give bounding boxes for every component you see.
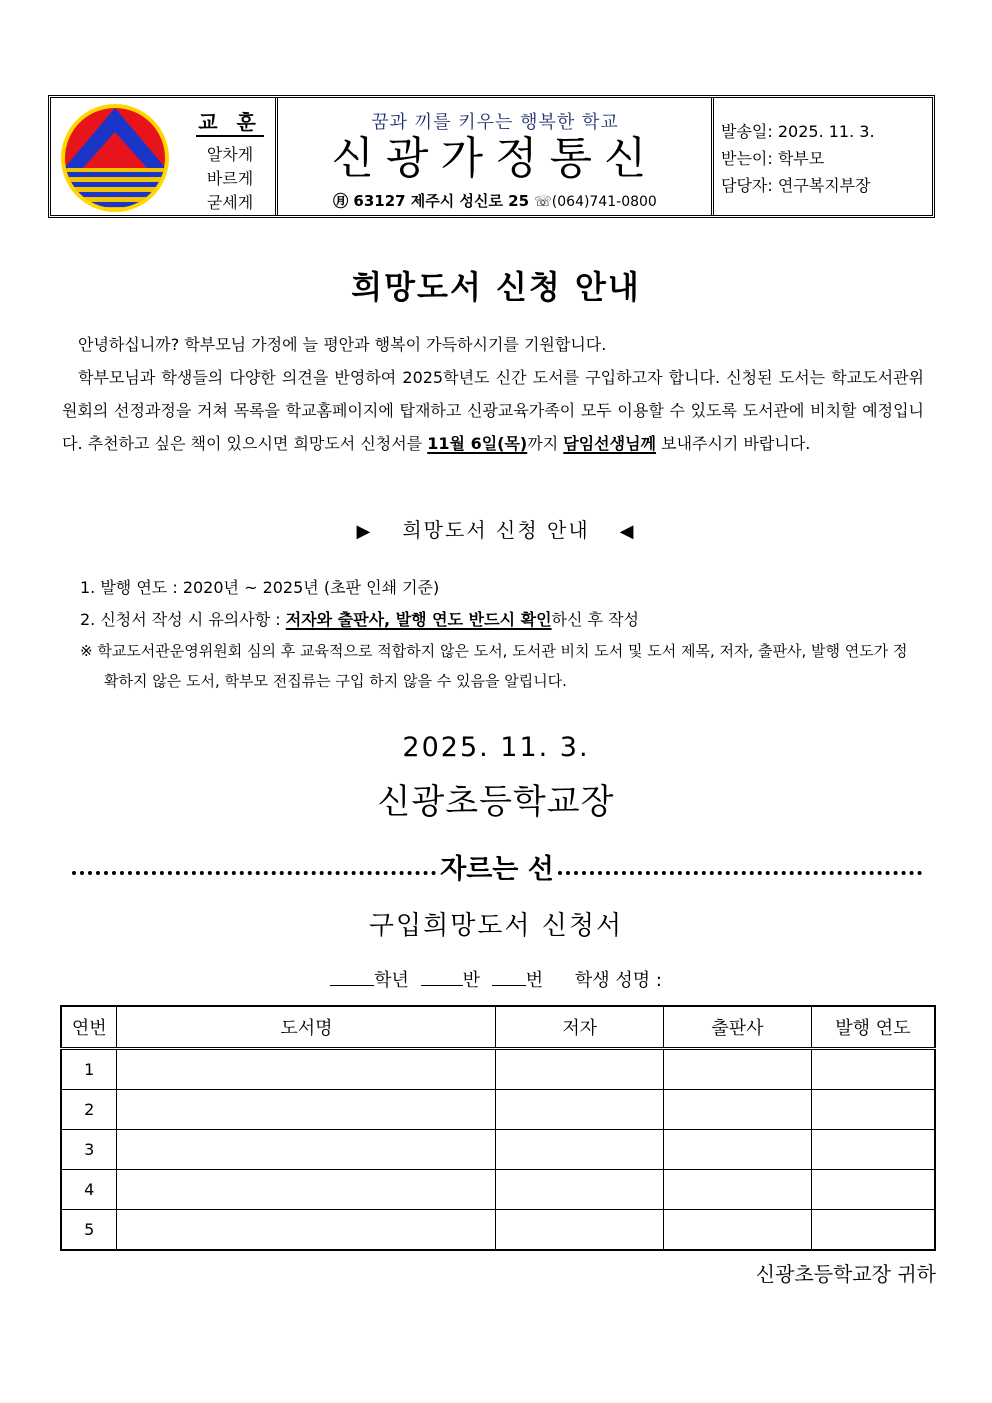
school-address	[279, 190, 711, 211]
header-publisher: 출판사	[664, 1006, 812, 1049]
guidelines-list	[80, 572, 920, 696]
greeting-paragraph: 안녕하십니까? 학부모님 가정에 늘 평안과 행복이 가득하시기를 기원합니다.	[78, 335, 607, 354]
book-title-cell[interactable]	[117, 1210, 496, 1251]
address-text: ㊊ 63127 제주시 성신로 25	[333, 192, 530, 210]
header-author: 저자	[496, 1006, 664, 1049]
principal-signature: 신광초등학교장	[377, 782, 615, 822]
form-title: 구입희망도서 신청서	[368, 911, 624, 941]
author-cell[interactable]	[496, 1170, 664, 1210]
right-triangle-icon: ▶	[356, 521, 373, 542]
sent-date: 발송일: 2025. 11. 3.	[721, 122, 875, 141]
header-title: 도서명	[117, 1006, 496, 1049]
book-title-cell[interactable]	[117, 1130, 496, 1170]
school-slogan: 꿈과 끼를 키우는 행복한 학교	[371, 112, 619, 133]
author-cell[interactable]	[496, 1210, 664, 1251]
author-cell[interactable]	[496, 1090, 664, 1130]
year-cell[interactable]	[811, 1090, 935, 1130]
publisher-cell[interactable]	[664, 1210, 812, 1251]
newsletter-meta	[721, 118, 875, 199]
publisher-cell[interactable]	[664, 1170, 812, 1210]
item2-emphasis: 저자와 출판사, 발행 연도 반드시 확인	[285, 610, 552, 629]
closing-text: 보내주시기 바랍니다.	[661, 434, 811, 453]
header-index: 연번	[61, 1006, 117, 1049]
page-title: 희망도서 신청 안내	[351, 268, 641, 306]
table-row	[61, 1210, 935, 1251]
section-title: 희망도서 신청 안내	[402, 518, 590, 542]
row-number: 4	[61, 1170, 117, 1210]
header-divider-left	[275, 98, 278, 215]
grade-input[interactable]	[330, 967, 374, 986]
publisher-cell[interactable]	[664, 1130, 812, 1170]
newsletter-header	[48, 95, 935, 218]
recipient: 받는이: 학부모	[721, 149, 825, 168]
school-motto	[185, 106, 275, 215]
motto-line-2: 바르게	[206, 169, 254, 188]
header-divider-right	[711, 98, 714, 215]
phone-number: ☏(064)741-0800	[534, 194, 657, 210]
section-heading	[0, 514, 992, 543]
book-title-cell[interactable]	[117, 1090, 496, 1130]
name-label: 학생 성명 :	[574, 970, 662, 991]
list-item: 1. 발행 연도 : 2020년 ~ 2025년 (초판 인쇄 기준)	[80, 578, 440, 597]
class-input[interactable]	[421, 967, 463, 986]
table-header-row	[61, 1006, 935, 1049]
contact-person: 담당자: 연구복지부장	[721, 176, 871, 195]
newsletter-title: 신광가정통신	[331, 133, 659, 184]
motto-line-1: 알차게	[206, 145, 254, 164]
author-cell[interactable]	[496, 1049, 664, 1090]
year-cell[interactable]	[811, 1049, 935, 1090]
row-number: 5	[61, 1210, 117, 1251]
author-cell[interactable]	[496, 1130, 664, 1170]
school-logo	[59, 102, 171, 214]
number-input[interactable]	[492, 967, 526, 986]
publisher-cell[interactable]	[664, 1090, 812, 1130]
request-text: 학부모님과 학생들의 다양한 의견을 반영하여 2025학년도 신간 도서를 구입하고자 합니다. 신청된 도서는 학교도서관위원회의 선정과정을 거쳐 목록을 학교홈페이지에 탑재하고 신광교육가족이 모두 이용할 수 있도록 도서관에 비치할 예정입니다. 추천하고 싶은 책이 있으시면 희망도서 신청서를	[62, 368, 924, 453]
year-cell[interactable]	[811, 1210, 935, 1251]
cut-line	[72, 846, 922, 886]
book-title-cell[interactable]	[117, 1049, 496, 1090]
table-row	[61, 1090, 935, 1130]
motto-line-3: 굳세게	[206, 193, 254, 212]
submit-to: 담임선생님께	[563, 434, 657, 453]
addressee: 신광초등학교장 귀하	[755, 1262, 936, 1286]
cut-line-label: 자르는 선	[440, 853, 554, 885]
book-request-table	[60, 1005, 936, 1251]
class-label: 반	[462, 970, 480, 991]
year-cell[interactable]	[811, 1130, 935, 1170]
item2-prefix: 2. 신청서 작성 시 유의사항 :	[80, 610, 281, 629]
row-number: 2	[61, 1090, 117, 1130]
deadline-suffix: 까지	[527, 434, 559, 453]
grade-label: 학년	[374, 970, 409, 991]
motto-title: 교 훈	[196, 106, 264, 137]
left-triangle-icon: ◀	[619, 521, 636, 542]
table-row	[61, 1049, 935, 1090]
deadline-date: 11월 6일(목)	[427, 434, 528, 453]
row-number: 3	[61, 1130, 117, 1170]
issue-date: 2025. 11. 3.	[402, 732, 590, 763]
book-title-cell[interactable]	[117, 1170, 496, 1210]
table-row	[61, 1170, 935, 1210]
notice-note: ※ 학교도서관운영위원회 심의 후 교육적으로 적합하지 않은 도서, 도서관 비치 도서 및 도서 제목, 저자, 출판사, 발행 연도가 정확하지 않은 도서, 학부모 전집류는 구입 하지 않을 수 있음을 알립니다.	[80, 642, 908, 690]
masthead	[279, 98, 711, 211]
student-info-fields	[0, 966, 992, 992]
list-item	[80, 604, 920, 636]
table-row	[61, 1130, 935, 1170]
number-label: 번	[525, 970, 544, 991]
cut-line-dots-left	[72, 871, 436, 875]
row-number: 1	[61, 1049, 117, 1090]
header-year: 발행 연도	[811, 1006, 935, 1049]
cut-line-dots-right	[558, 871, 922, 875]
request-paragraph	[62, 361, 924, 460]
year-cell[interactable]	[811, 1170, 935, 1210]
notice-body	[62, 328, 924, 460]
item2-suffix: 하신 후 작성	[551, 610, 639, 629]
publisher-cell[interactable]	[664, 1049, 812, 1090]
